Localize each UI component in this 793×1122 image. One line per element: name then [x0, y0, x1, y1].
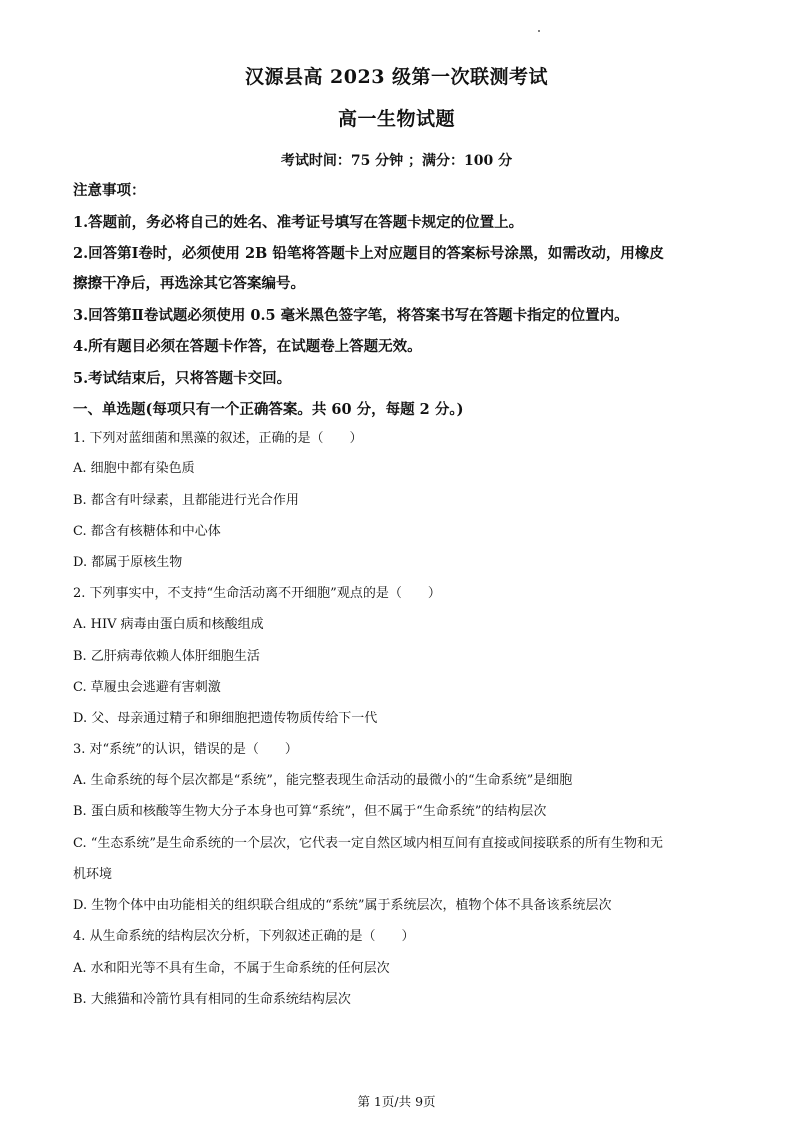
- question-1-option-b: B. 都含有叶绿素，且都能进行光合作用: [73, 493, 299, 508]
- question-3-stem: 3. 对“系统”的认识，错误的是（ ）: [73, 742, 298, 757]
- question-3-option-b: B. 蛋白质和核酸等生物大分子本身也可算“系统”，但不属于“生命系统”的结构层次: [73, 804, 547, 819]
- question-2-stem: 2. 下列事实中，不支持“生命活动离不开细胞”观点的是（ ）: [73, 586, 441, 601]
- notice-item-2-line-2: 擦擦干净后，再选涂其它答案编号。: [73, 275, 305, 292]
- notice-heading: 注意事项：: [73, 182, 146, 199]
- question-2-option-c: C. 草履虫会逃避有害刺激: [73, 680, 221, 695]
- page-number: 第 1页/共 9页: [357, 1094, 436, 1109]
- question-3-option-d: D. 生物个体中由功能相关的组织联合组成的“系统”属于系统层次，植物个体不具备该系统层次: [73, 898, 612, 913]
- notice-item-3: 3.回答第Ⅱ卷试题必须使用 0.5 毫米黑色签字笔，将答案书写在答题卡指定的位置内。: [73, 307, 629, 324]
- exam-info: 考试时间：75 分钟 ；满分：100 分: [280, 153, 513, 169]
- exam-title: 汉源县高 2023 级第一次联测考试: [244, 66, 549, 88]
- question-1-option-a: A. 细胞中都有染色质: [73, 461, 195, 476]
- question-4-stem: 4. 从生命系统的结构层次分析，下列叙述正确的是（ ）: [73, 929, 415, 944]
- question-2-option-a: A. HIV 病毒由蛋白质和核酸组成: [73, 617, 264, 632]
- question-4-option-b: B. 大熊猫和冷箭竹具有相同的生命系统结构层次: [73, 992, 351, 1007]
- question-2-option-b: B. 乙肝病毒依赖人体肝细胞生活: [73, 649, 260, 664]
- question-4-option-a: A. 水和阳光等不具有生命，不属于生命系统的任何层次: [73, 961, 390, 976]
- notice-item-4: 4.所有题目必须在答题卡作答，在试题卷上答题无效。: [73, 338, 422, 355]
- question-1-option-c: C. 都含有核糖体和中心体: [73, 524, 221, 539]
- scan-dot: [538, 30, 540, 32]
- notice-item-2-line-1: 2.回答第Ⅰ卷时，必须使用 2B 铅笔将答题卡上对应题目的答案标号涂黑，如需改动，用橡皮: [73, 245, 664, 262]
- section-1-heading: 一、单选题(每项只有一个正确答案。共 60 分，每题 2 分。): [73, 401, 464, 418]
- question-3-option-c-line-2: 机环境: [73, 867, 113, 882]
- question-1-option-d: D. 都属于原核生物: [73, 555, 183, 570]
- notice-item-5: 5.考试结束后，只将答题卡交回。: [73, 370, 292, 387]
- subject-title: 高一生物试题: [337, 108, 455, 130]
- notice-item-1: 1.答题前，务必将自己的姓名、准考证号填写在答题卡规定的位置上。: [73, 214, 524, 231]
- question-3-option-a: A. 生命系统的每个层次都是“系统”，能完整表现生命活动的最微小的“生命系统”是细胞: [73, 773, 573, 788]
- question-3-option-c-line-1: C. “生态系统”是生命系统的一个层次，它代表一定自然区域内相互间有直接或间接联系的所有生物和无: [73, 836, 664, 851]
- question-1-stem: 1. 下列对蓝细菌和黑藻的叙述，正确的是（ ）: [73, 431, 363, 446]
- question-2-option-d: D. 父、母亲通过精子和卵细胞把遗传物质传给下一代: [73, 711, 378, 726]
